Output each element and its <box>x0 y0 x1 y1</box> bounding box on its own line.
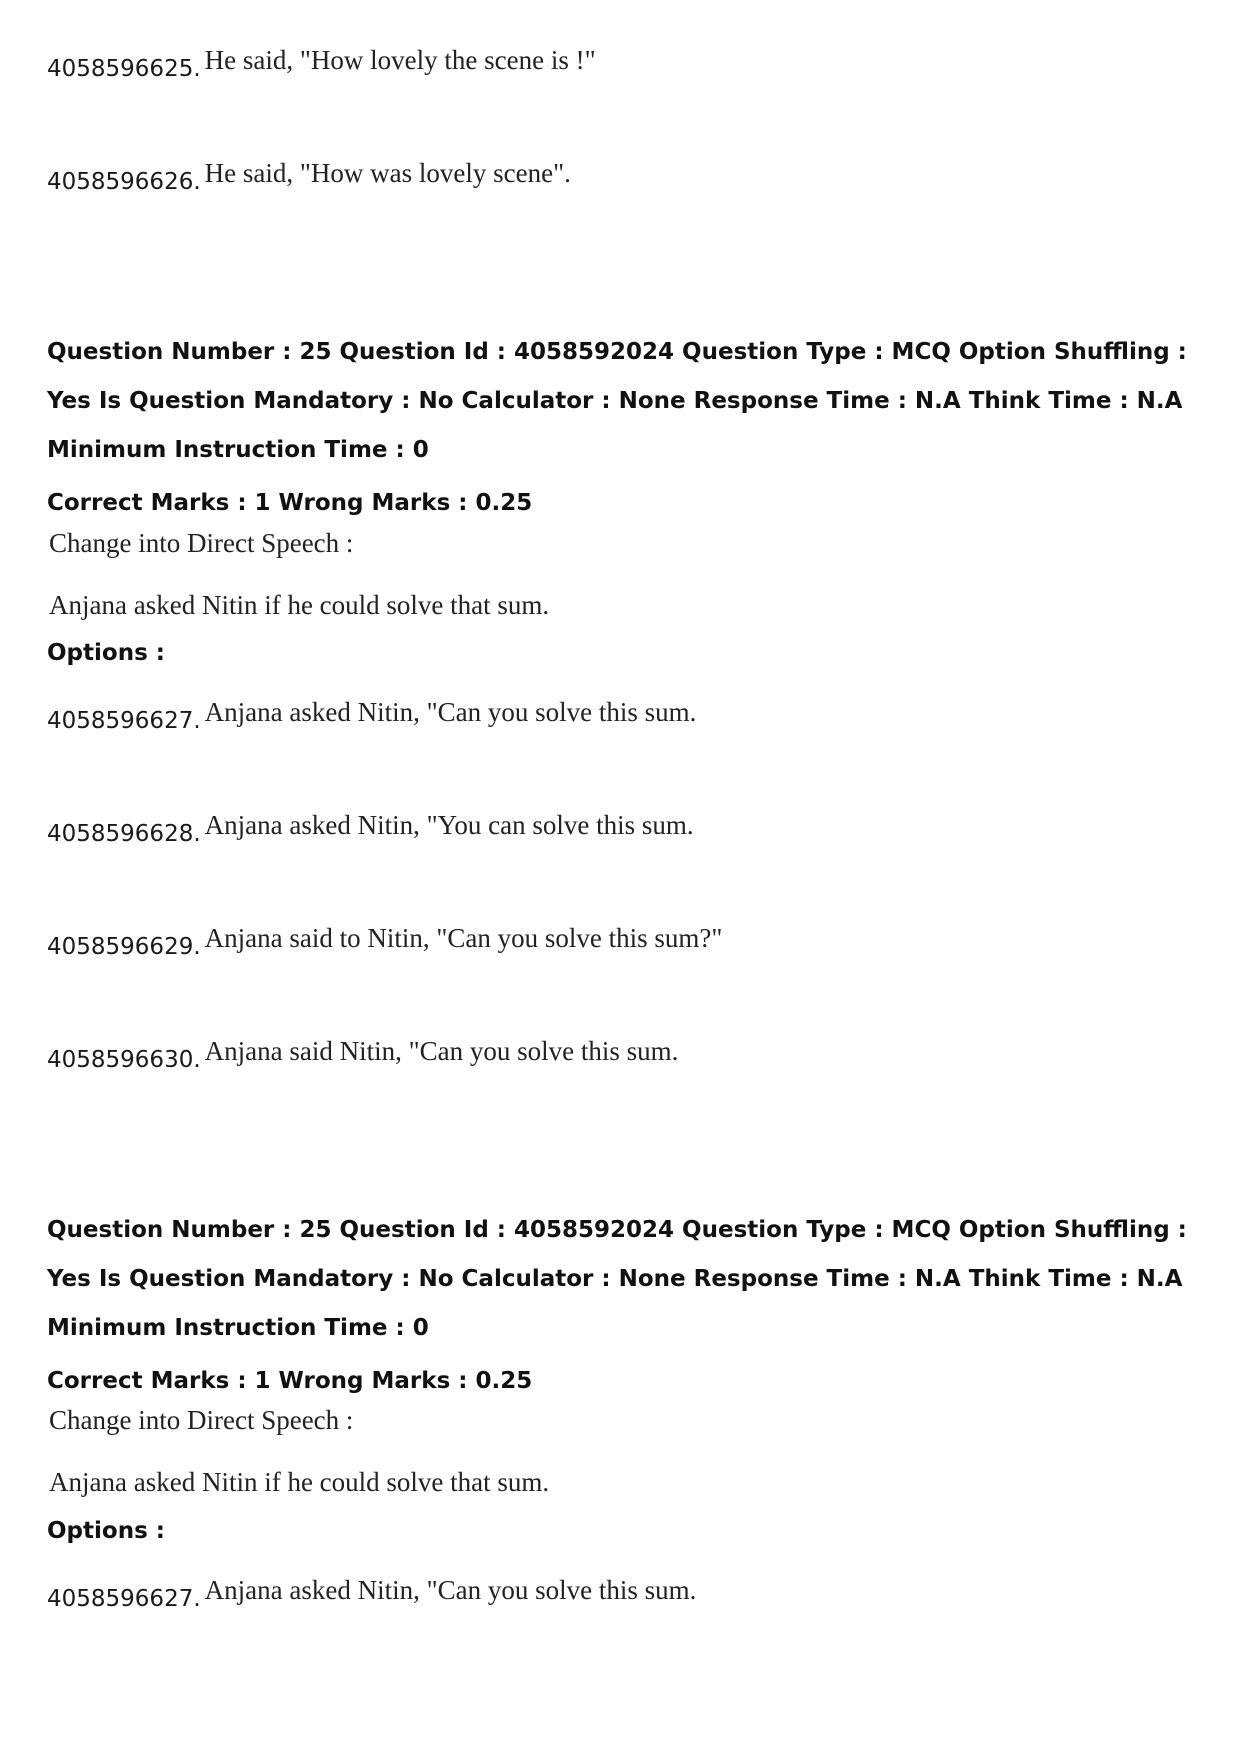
option-id: 4058596630. <box>47 1047 201 1073</box>
option-text: Anjana said Nitin, "Can you solve this sum. <box>204 1036 679 1066</box>
question-meta: Question Number : 25 Question Id : 4058592024 Question Type : MCQ Option Shuffling : Yes Is Question Mandatory : No Calculator : None Response Time : N.A Think Time : N.A Minimum Instruction Time : 0 <box>47 1217 1187 1341</box>
option-id: 4058596625. <box>47 56 201 82</box>
option-id: 4058596629. <box>47 934 201 960</box>
option-item <box>47 697 697 735</box>
option-text: He said, "How was lovely scene". <box>204 158 571 188</box>
option-item <box>47 1036 679 1074</box>
option-item <box>47 158 571 196</box>
option-text: Anjana asked Nitin, "Can you solve this sum. <box>204 1575 697 1605</box>
question-sentence: Anjana asked Nitin if he could solve that sum. <box>49 590 550 620</box>
option-item <box>47 45 596 83</box>
option-item <box>47 1575 697 1613</box>
question-marks: Correct Marks : 1 Wrong Marks : 0.25 <box>47 490 533 516</box>
option-id: 4058596627. <box>47 708 201 734</box>
question-sentence: Anjana asked Nitin if he could solve that sum. <box>49 1467 550 1497</box>
option-id: 4058596627. <box>47 1586 201 1612</box>
option-id: 4058596626. <box>47 169 201 195</box>
option-id: 4058596628. <box>47 821 201 847</box>
question-prompt: Change into Direct Speech : <box>49 528 354 558</box>
option-text: Anjana asked Nitin, "You can solve this sum. <box>204 810 694 840</box>
option-item <box>47 923 723 961</box>
options-label: Options : <box>47 640 165 666</box>
options-label: Options : <box>47 1518 165 1544</box>
option-item <box>47 810 694 848</box>
question-meta: Question Number : 25 Question Id : 4058592024 Question Type : MCQ Option Shuffling : Yes Is Question Mandatory : No Calculator : None Response Time : N.A Think Time : N.A Minimum Instruction Time : 0 <box>47 339 1187 463</box>
question-marks: Correct Marks : 1 Wrong Marks : 0.25 <box>47 1368 533 1394</box>
option-text: He said, "How lovely the scene is !" <box>204 45 596 75</box>
option-text: Anjana said to Nitin, "Can you solve this sum?" <box>204 923 723 953</box>
option-text: Anjana asked Nitin, "Can you solve this sum. <box>204 697 697 727</box>
question-prompt: Change into Direct Speech : <box>49 1405 354 1435</box>
